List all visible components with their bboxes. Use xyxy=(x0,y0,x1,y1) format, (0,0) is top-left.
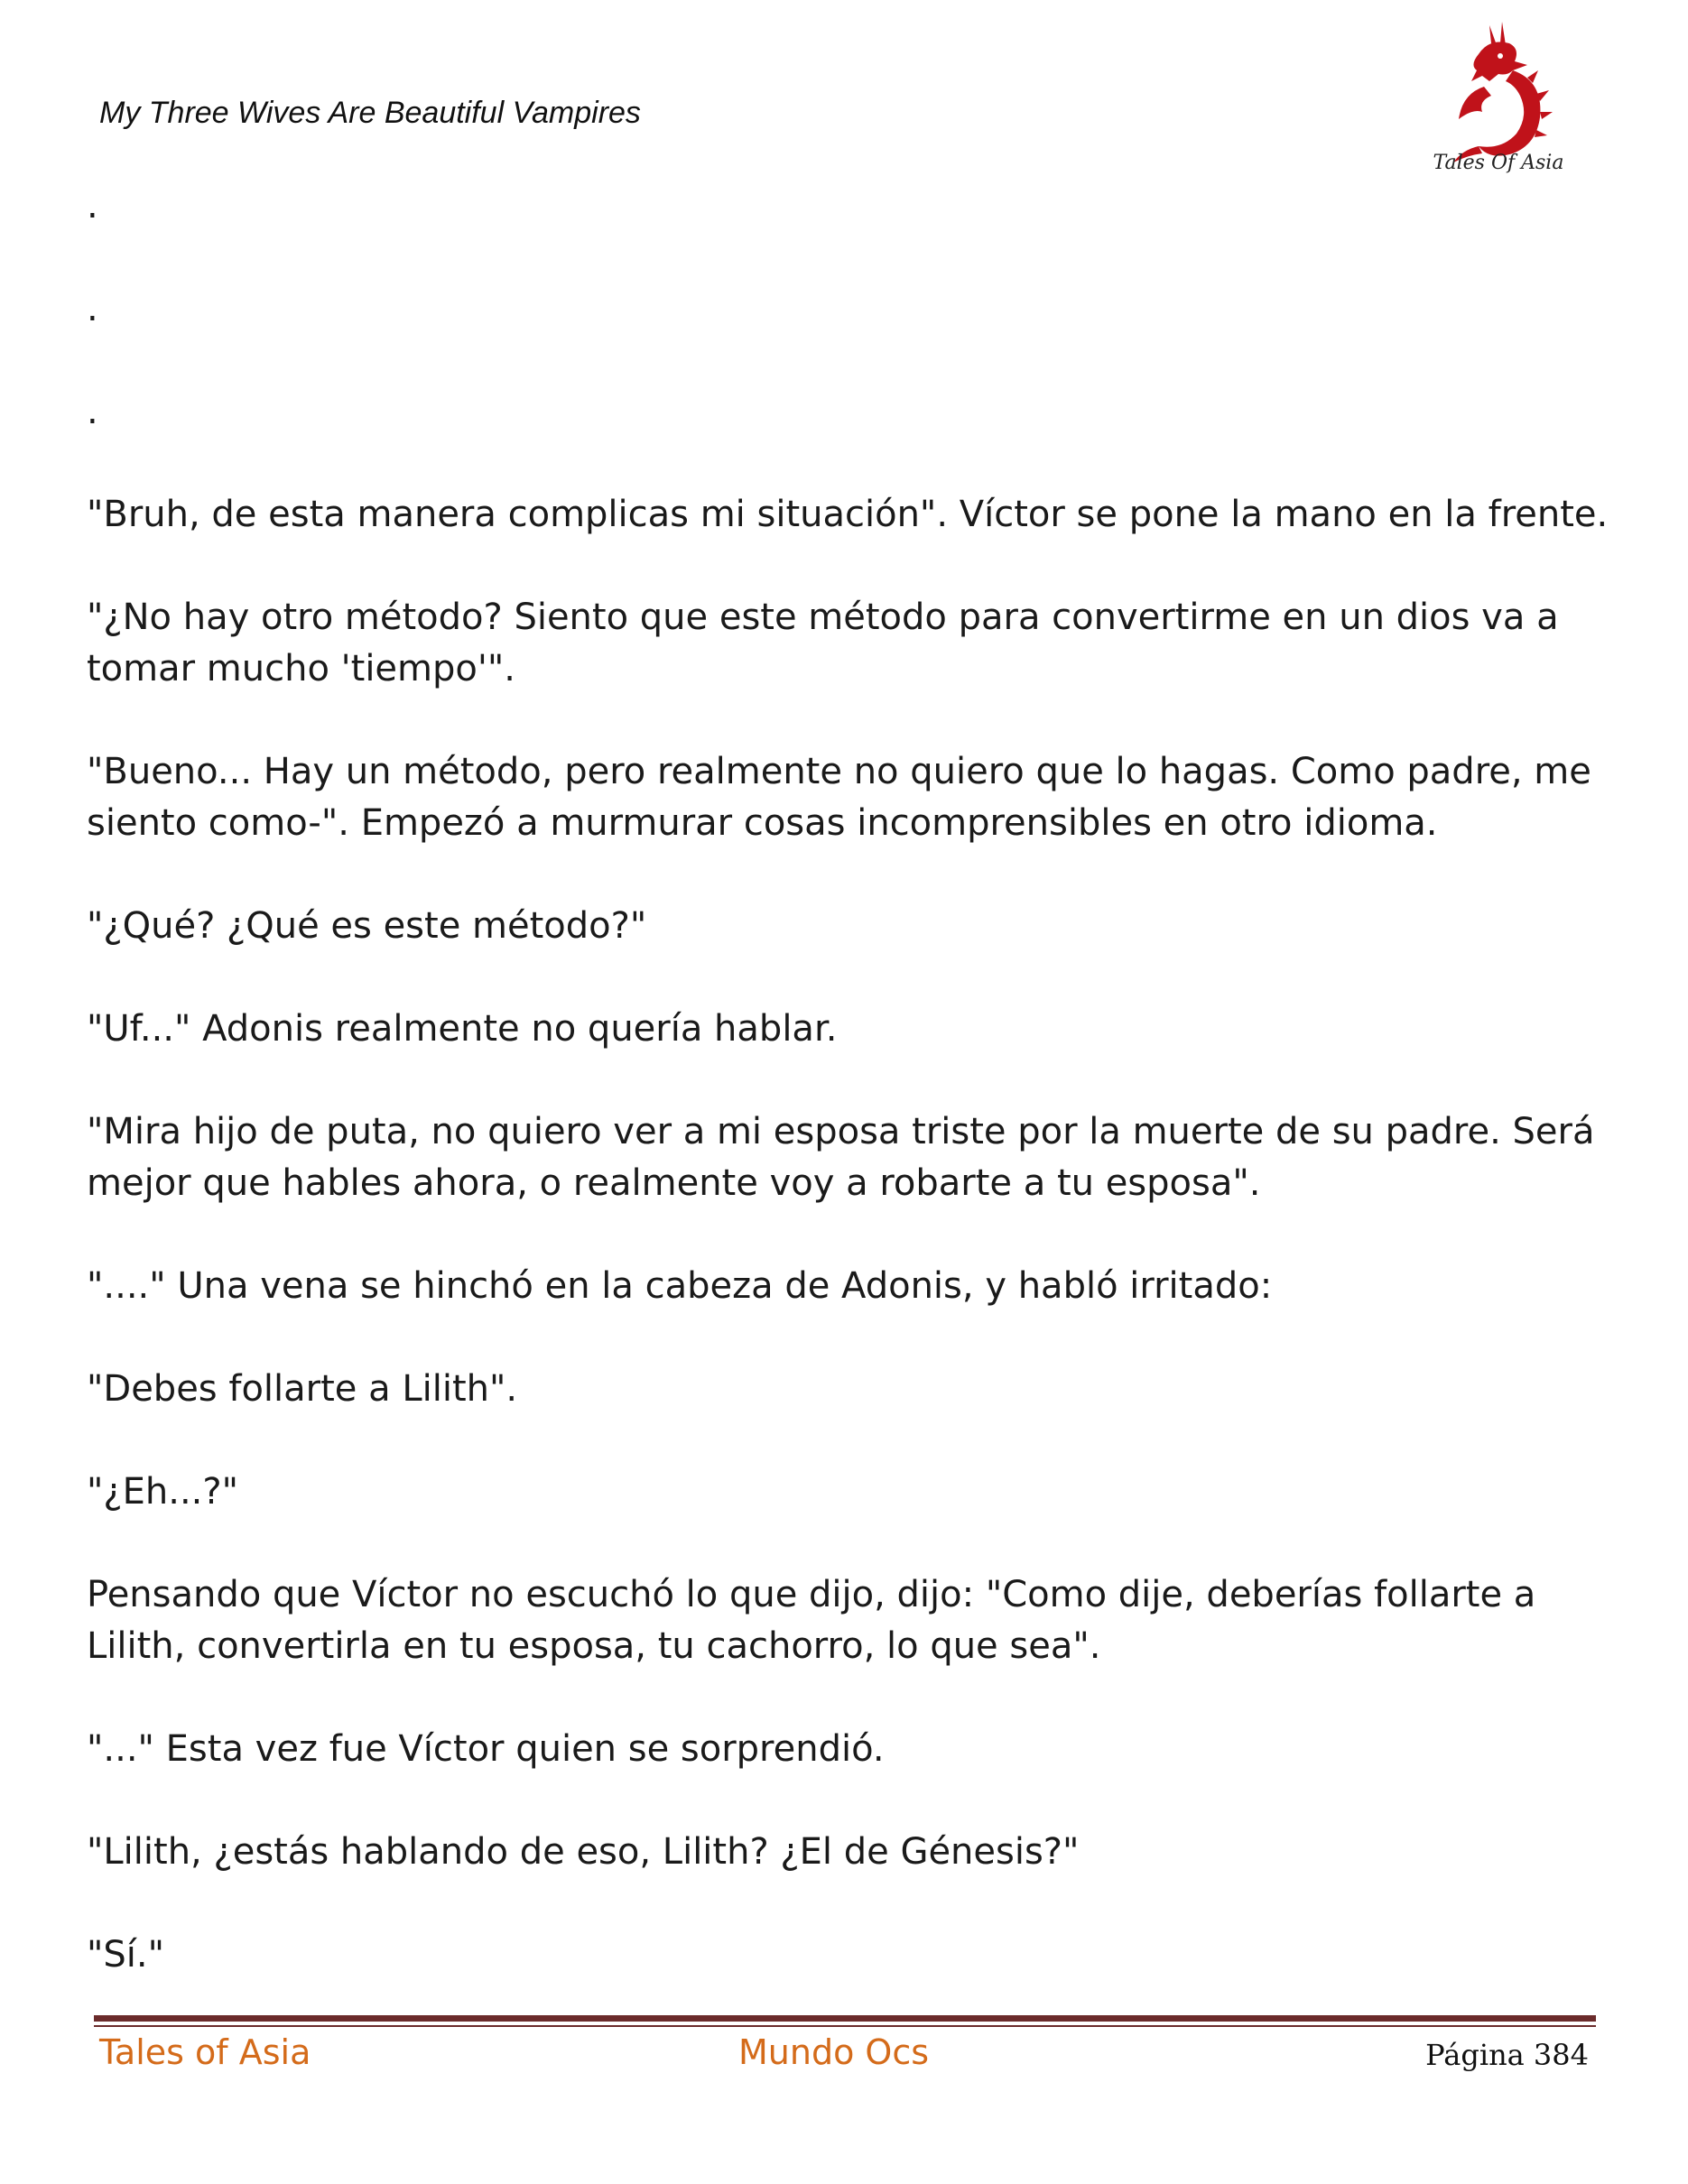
paragraph: "Bruh, de esta manera complicas mi situación". Víctor se pone la mano en la frente. xyxy=(87,494,1609,535)
paragraph: . xyxy=(87,391,98,432)
footer-divider-thin xyxy=(94,2025,1596,2027)
paragraph: "¿Eh...?" xyxy=(87,1471,239,1513)
footer-section-name: Mundo Ocs xyxy=(738,2032,930,2072)
paragraph: "Bueno... Hay un método, pero realmente no quiero que lo hagas. Como padre, me siento como-". Empezó a murmurar cosas incomprensibles en otro idioma. xyxy=(87,751,1591,844)
book-title: My Three Wives Are Beautiful Vampires xyxy=(99,96,641,130)
paragraph: "¿Qué? ¿Qué es este método?" xyxy=(87,905,647,947)
chapter-body xyxy=(87,180,1612,2032)
paragraph: "..." Esta vez fue Víctor quien se sorprendió. xyxy=(87,1728,885,1770)
footer-site-name: Tales of Asia xyxy=(99,2032,311,2072)
footer-divider xyxy=(94,2015,1596,2022)
paragraph: "Lilith, ¿estás hablando de eso, Lilith? ¿El de Génesis?" xyxy=(87,1831,1080,1873)
paragraph: Pensando que Víctor no escuchó lo que dijo, dijo: "Como dije, deberías follarte a Lilith, convertirla en tu esposa, tu cachorro, lo que sea". xyxy=(87,1574,1536,1667)
page-number: Página 384 xyxy=(1425,2038,1589,2072)
paragraph: "Mira hijo de puta, no quiero ver a mi esposa triste por la muerte de su padre. Será mejor que hables ahora, o realmente voy a robarte a tu esposa". xyxy=(87,1111,1595,1204)
paragraph: "Debes follarte a Lilith". xyxy=(87,1368,518,1410)
paragraph: . xyxy=(87,288,98,329)
paragraph: "Sí." xyxy=(87,1934,165,1976)
paragraph: "¿No hay otro método? Siento que este método para convertirme en un dios va a tomar mucho 'tiempo'". xyxy=(87,597,1559,689)
paragraph: . xyxy=(87,185,98,227)
paragraph: "Uf..." Adonis realmente no quería hablar. xyxy=(87,1008,838,1050)
logo-caption: Tales Of Asia xyxy=(1433,152,1564,174)
paragraph: "...." Una vena se hinchó en la cabeza de Adonis, y habló irritado: xyxy=(87,1265,1273,1307)
